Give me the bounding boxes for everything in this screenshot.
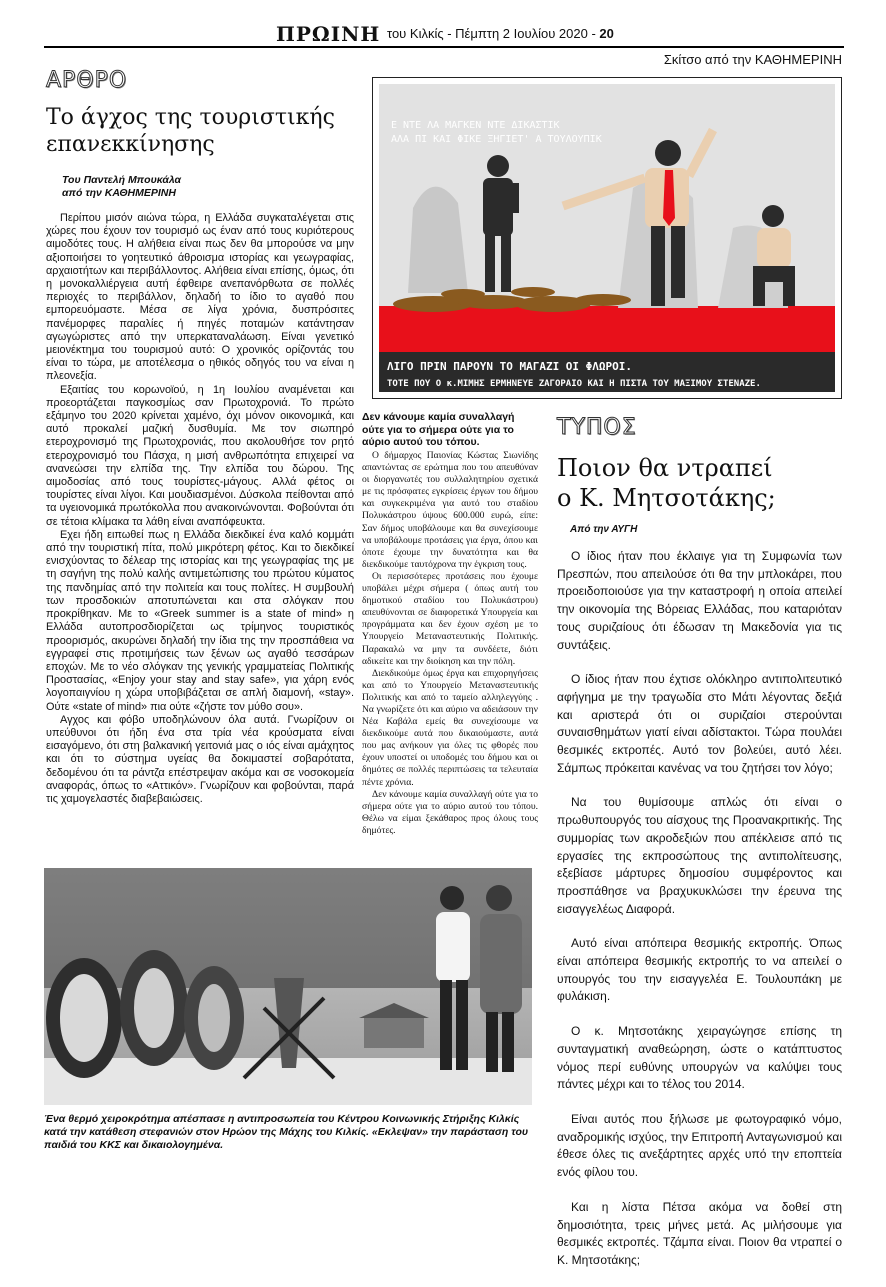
headline-line: επανεκκίνησης: [46, 132, 215, 157]
paragraph: Ο δήμαρχος Παιονίας Κώστας Σιωνίδης απαντώντας σε ερώτημα που του απευθύναν οι διοργανωτές του συλλαλητηρίου σχετικά με τις πρόσφατες εγκρίσεις έργων του δήμου και συγκεκριμένα για αυτό του σταδίου Πολυκάστρου ύψους 600.000 ευρώ, είπε: Σαν δήμος υποβάλουμε και θα συνεχίσουμε να υποβάλουμε προτάσεις για έργα, όπου και όποτε έχουμε την δυνατότητα και θα διεκδικούμε ταυτόχρονα την έγκριση τους.: [362, 450, 538, 570]
newspaper-name: ΠΡΩΙΝΗ: [276, 22, 381, 46]
issue-date: του Κιλκίς - Πέμπτη 2 Ιουλίου 2020 -: [387, 26, 600, 41]
section-label-press: ΤΥΠΟΣ: [557, 415, 637, 440]
article-byline: [62, 174, 181, 200]
article-headline: [557, 453, 842, 513]
headline-line: Το άγχος της τουριστικής: [46, 105, 335, 130]
article-headline: [46, 104, 366, 158]
sketch-credit: Σκίτσο από την ΚΑΘΗΜΕΡΙΝΗ: [663, 52, 842, 67]
middle-body: [362, 450, 538, 837]
photo-caption: Ένα θερμό χειροκρότημα απέσπασε η αντιπροσωπεία του Κέντρου Κοινωνικής Στήριξης Κιλκίς κατά την κατάθεση στεφανιών στον Ηρώον της Μάχης του Κιλκίς. «Εκλεψαν» την παράσταση του παιδιά του ΚΚΣ και δικαιολογημένα.: [44, 1113, 529, 1151]
paragraph: Αυτό είναι απόπειρα θεσμικής εκτροπής. Όπως είναι απόπειρα θεσμικής εκτροπής το να απειλεί ο υπουργός του την εισαγγελέα Ε. Τουλουπάκη με φυλάκιση.: [557, 936, 842, 1004]
paragraph: Οι περισσότερες προτάσεις που έχουμε υποβάλει μέχρι σήμερα ( όπως αυτή του δημοτικού σταδίου του Πολυκάστρου) απευθύνονται σε διαφορετικά Υπουργεία και προγράμματα και δεν έχουν σχέση με το Υπουργείο Μεταναστευτικής Πολιτικής. Παρακαλώ να μην τα συνδέετε, διότι αδικείτε και την διοίκηση και την πόλη.: [362, 570, 538, 667]
cartoon-bottom-text: ΛΙΓΟ ΠΡΙΝ ΠΑΡΟΥΝ ΤΟ ΜΑΓΑΖΙ ΟΙ ΦΛΩΡΟΙ.: [387, 360, 633, 373]
paragraph: Ο ίδιος ήταν που έκλαιγε για τη Συμφωνία των Πρεσπών, που απειλούσε ότι θα την μπλοκάρει, που προειδοποιούσε για την καταστροφή η οποία απειλεί την οικονομία της Βόρειας Ελλάδας, που καταριόταν τους συριζαίους ότι έδωσαν τη Μακεδονία για τις συντάξεις.: [557, 549, 842, 652]
article-body: [557, 548, 842, 1287]
paragraph: Και η λίστα Πέτσα ακόμα να δοθεί στη δημοσιότητα, τρεις μήνες μετά. Ας μιλήσουμε για θεσμικές εκτροπές. Τζάμπα είναι. Ποιον θα ντραπεί ο Κ. Μητσοτάκης;: [557, 1199, 842, 1267]
paragraph: Ο κ. Μητσοτάκης χειραγώγησε επίσης τη συνταγματική αναθεώρηση, ώστε ο κατάπτυστος νόμος περί ευθύνης υπουργών να καλύψει τους πάντες μέχρι και το τέλος του 2014.: [557, 1024, 842, 1092]
paragraph: Περίπου μισόν αιώνα τώρα, η Ελλάδα συγκαταλέγεται στις χώρες που έχουν τον τουρισμό ως έναν από τους κυριότερους αιμοδότες τους. Η αλήθεια είναι πως δεν θα μπορούσε να μην αξιοποιήσει το γοητευτικό άθροισμα ιστορίας και γεωγραφίας, αρχαιοτήτων και περιβάλλοντος. Αλήθεια είναι επίσης, όμως, ότι η μονοκαλλιέργεια αυτή έφθειρε ανεπανόρθωτα σε πολλές περιοχές το περιβάλλον, δηλαδή το ίδιο το αγαθό που εμπορευόμαστε. Μέσα σε λίγα χρόνια, δυσπρόσιτες πανέμορφες παραλίες ή πηγές ποταμών κατάντησαν αγωγώριστες από την υπερκαταναλάωση. Είναι γενετικό μειονέκτημα του τουρισμού αυτό: Ο χρονικός ορίζοντάς του είναι το τώρα, με αποτέλεσμα ο ηθικός οδηγός του να είναι η πλεονεξία.: [46, 212, 354, 383]
paragraph: Είναι αυτός που ξήλωσε με φωτογραφικό νόμο, αναδρομικής ισχύος, την Επιτροπή Ανταγωνισμού και έθεσε όλες τις ανεξάρτητες αρχές υπό την εποπτεία ενός φίλου του.: [557, 1111, 842, 1180]
paragraph: Εξαιτίας του κορωνοϊού, η 1η Ιουλίου αναμένεται και προεορτάζεται παγκοσμίως σαν Πρωτοχρονιά. Το πρώτο εξάμηνο του 2020 κρίνεται χαμένο, όχι μόνον οικονομικά, και αυτό προκαλεί μαζική δυσθυμία. Με τον σιωπηρό ετεροχρονισμό της Πρωτοχρονιάς, που ακολουθήσε τον ρητό ετεροχρονισμό του Πάσχα, η μισή ανθρωπότητα επιχειρεί να ανανεώσει την ελπίδα της. Την ελπίδα του δώρου. Της αιμοδοσίας από τους τουρίστες-μάγους. Αλλά φέτος οι τουρίστες είναι λίγοι. Και μουδιασμένοι. Δύσκολα πείθονται από τα υγειονομικά πρωτόκολλα που ανακοινώνονται. Φοβούνται ότι σε τέτοια κλίμακα τα λάθη είναι αναπόφευκτα.: [46, 383, 354, 528]
middle-lead: Δεν κάνουμε καμία συναλλαγή ούτε για το σήμερα ούτε για το αύριο αυτού του τόπου.: [362, 411, 515, 448]
paragraph: Ο ίδιος ήταν που έχτισε ολόκληρο αντιπολιτευτικό αφήγημα με την τραγωδία στο Μάτι λέγοντας δεξιά και αριστερά ότι οι συριζαίοι στερούνται συναισθημάτων γιατί είναι αδίστακτοι. Τώρα πουλάει θεσμικές εκτροπές. Αυτό τον βολεύει, αυτό λέει. Σάμπως πρόκειται κανένας να του ζητήσει τον λόγο;: [557, 672, 842, 775]
headline-line: ο Κ. Μητσοτάκης;: [557, 484, 776, 512]
paragraph: Διεκδικούμε όμως έργα και επιχορηγήσεις και από το Υπουργείο Μεταναστευτικής Πολιτικής και από το ταμείο αλληλεγγύης . Να γνωρίζετε ότι και αύριο να αδειάσουν την Νέα Καβάλα εμείς θα συνεχίσουμε να διεκδικούμε αυτά που δικαιούμαστε, αυτά που μας ανήκουν για όλες τις φθορές που έχουν υποστεί οι υποδομές του δήμου και οι δημότες σε πολλές περιπτώσεις τα τελευταία πέντε χρόνια.: [362, 667, 538, 788]
headline-line: Ποιον θα ντραπεί: [557, 454, 773, 482]
cartoon-bottom-text: ΤΟΤΕ ΠΟΥ Ο κ.ΜΙΜΗΣ ΕΡΜΗΝΕΥΕ ΖΑΓΟΡΑΙΟ ΚΑΙ Η ΠΙΣΤΑ ΤΟΥ ΜΑΞΙΜΟΥ ΣΤΕΝΑΖΕ.: [387, 379, 761, 389]
masthead: [44, 20, 844, 48]
cartoon-top-text: ΑΛΑ ΠΙ ΚΑΙ ΦΙΚΕ ΞΗΓΙΕΤ' Α ΤΟΥΛΟΥΠΙΚ: [391, 134, 602, 145]
cartoon-illustration: [373, 78, 841, 398]
issue-info: [387, 26, 614, 41]
byline-author: Του Παντελή Μπουκάλα: [62, 174, 182, 186]
byline-source: από την ΚΑΘΗΜΕΡΙΝΗ: [62, 187, 176, 199]
article-body: [46, 212, 354, 806]
cartoon-top-text: Ε ΝΤΕ ΛΑ ΜΑΓΚΕΝ ΝΤΕ ΔΙΚΑΣΤΙΚ: [391, 120, 560, 131]
section-label-article: ΑΡΘΡΟ: [46, 68, 128, 93]
wreath-ceremony-image: [44, 868, 532, 1105]
page-number: 20: [599, 26, 614, 41]
paragraph: Να του θυμίσουμε απλώς ότι είναι ο πρωθυπουργός του αίσχους της Προανακριτικής. Της συμμορίας των ακροδεξιών που απέκλεισε από τις εργασίες της εκπροσώπους της αντιπολίτευσης, εξεβίασε μάρτυρες δημοσίου συμφέροντος και προσπάθησε να βραχυκυκλώσει την έρευνα της εισαγγελέως Διαφορά.: [557, 795, 842, 916]
cartoon: [372, 77, 842, 399]
event-photo: [44, 868, 532, 1105]
paragraph: Εχει ήδη ειπωθεί πως η Ελλάδα διεκδικεί ένα καλό κομμάτι από την τουριστική πίτα, πολύ μικρότερη φέτος. Και το διεκδικεί ενισχύοντας το δέλεαρ της ιστορίας και της γεωγραφίας της με τη σαγήνη της πολύ καλής αντιμετώπισης του πρώτου κύματος της πανδημίας από την πολιτεία και τους πολίτες. Η συμβουλή των προσδοκιών αποτυπώνεται και στα σλόγκαν που προκρίθηκαν. Με το «Greek summer is a state of mind» η Ελλάδα αυτοπροσδιορίζεται ως τρίμηνος τουριστικός προορισμός, ακυρώνει δηλαδή την ίδια της την προσπάθεια να εγγραφεί στις προτιμήσεις των ξένων ως αγαθό τεσσάρων εποχών. Με το νέο σλόγκαν της γενικής γραμματείας Πολιτικής Προστασίας, «Enjoy your stay and stay safe», για χάρη ενός λογοπαιγνίου η χώρα υποβιβάζεται σε απλή διαμονή, «stay». Ούτε «state of mind» πια ούτε «ζήστε τον μύθο σου».: [46, 528, 354, 713]
paragraph: Αγχος και φόβο υποδηλώνουν όλα αυτά. Γνωρίζουν οι υπεύθυνοι ότι ήδη ένα στα τρία νέα κρούσματα είναι εισαγόμενο, ότι στη βαλκανική γειτονιά μας ο ιός είναι αμάχητος και ότι το σύστημα υγείας θα δοκιμαστεί σοβαρότατα, δεδομένου ότι τα ράντζα επέστρεψαν ακόμα και σε νοσοκομεία αναφοράς, όπως το «Αττικόν». Γνωρίζουν και φοβούνται, παρά τις χαμογελαστές διαβεβαιώσεις.: [46, 713, 354, 805]
paragraph: Δεν κάνουμε καμία συναλλαγή ούτε για το σήμερα ούτε για το αύριο αυτού του τόπου. Θέλω να είμαι ξεκάθαρος προς όλους τους δημότες.: [362, 788, 538, 836]
article-byline: Από την ΑΥΓΗ: [570, 524, 638, 535]
